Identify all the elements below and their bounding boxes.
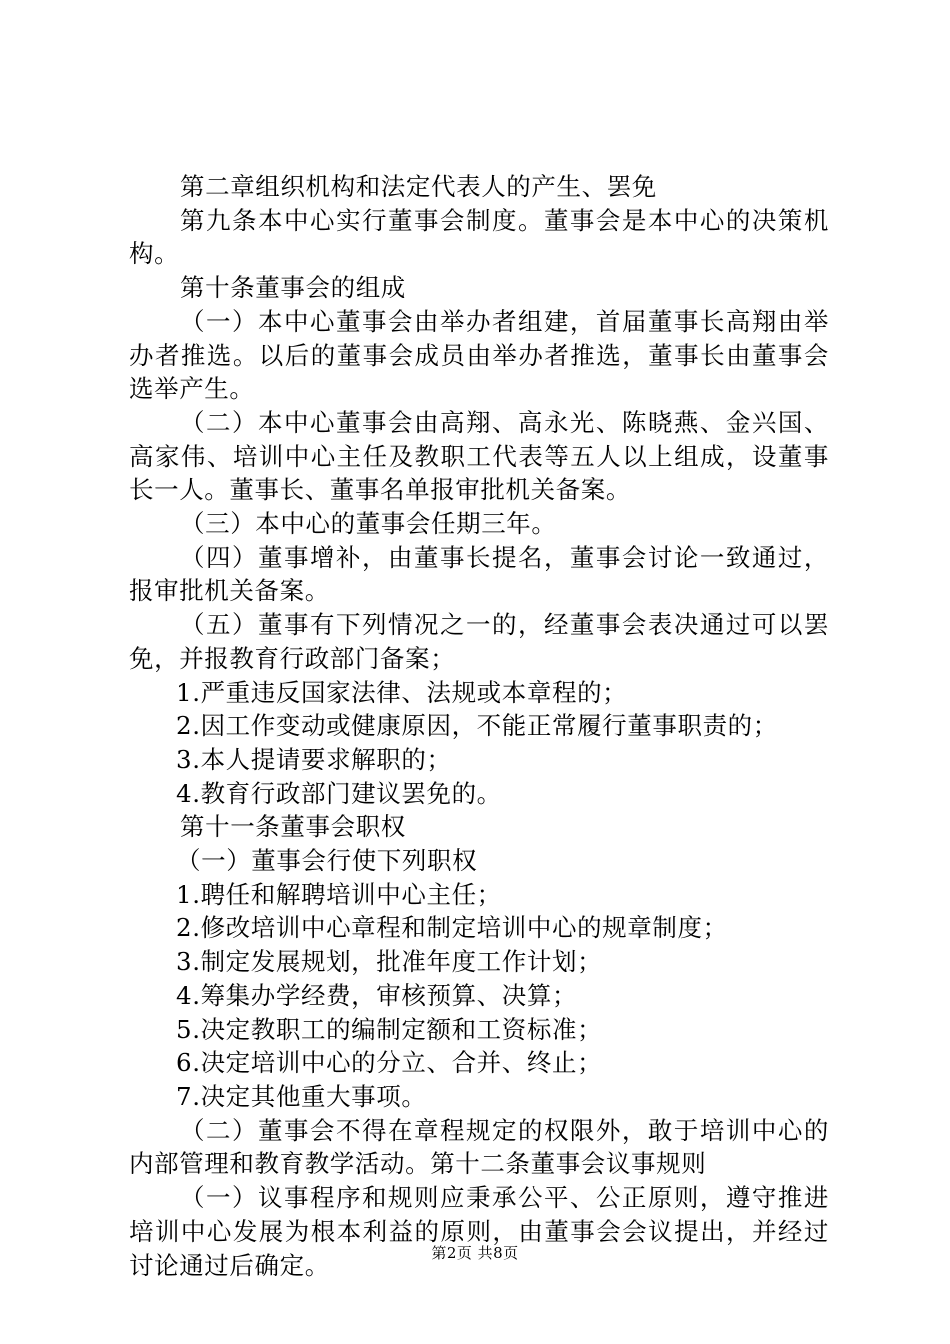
list-item: 2.因工作变动或健康原因，不能正常履行董事职责的； <box>176 711 778 741</box>
list-item: 7.决定其他重大事项。 <box>176 1081 427 1111</box>
article-heading: 第十一条董事会职权 <box>180 812 406 842</box>
article-heading: 第十条董事会的组成 <box>180 273 406 303</box>
document-body <box>129 170 829 1282</box>
list-item: 1.严重违反国家法律、法规或本章程的； <box>176 677 628 707</box>
clause-paragraph: （一）议事程序和规则应秉承公平、公正原则，遵守推进培训中心发展为根本利益的原则，由董事会会议提出，并经过讨论通过后确定。 <box>129 1183 829 1280</box>
list-item: 4.筹集办学经费，审核预算、决算； <box>176 980 578 1010</box>
list-item: 2.修改培训中心章程和制定培训中心的规章制度； <box>176 913 728 943</box>
list-item: 3.本人提请要求解职的； <box>176 744 452 774</box>
list-item: 4.教育行政部门建议罢免的。 <box>176 778 502 808</box>
list-item: 5.决定教职工的编制定额和工资标准； <box>176 1014 603 1044</box>
clause-paragraph: （二）董事会不得在章程规定的权限外，敢于培训中心的内部管理和教育教学活动。第十二条董事会议事规则 <box>129 1115 829 1179</box>
page-footer <box>0 1243 950 1263</box>
article-paragraph: 第九条本中心实行董事会制度。董事会是本中心的决策机构。 <box>129 205 829 269</box>
clause-paragraph: （一）董事会行使下列职权 <box>176 846 478 876</box>
clause-paragraph: （四）董事增补，由董事长提名，董事会讨论一致通过，报审批机关备案。 <box>129 542 829 606</box>
clause-paragraph: （一）本中心董事会由举办者组建，首届董事长高翔由举办者推选。以后的董事会成员由举办者推选，董事长由董事会选举产生。 <box>129 306 829 404</box>
list-item: 6.决定培训中心的分立、合并、终止； <box>176 1048 603 1078</box>
list-item: 1.聘任和解聘培训中心主任； <box>176 879 502 909</box>
clause-paragraph: （三）本中心的董事会任期三年。 <box>180 509 557 539</box>
chapter-heading: 第二章组织机构和法定代表人的产生、罢免 <box>180 172 657 201</box>
list-item: 3.制定发展规划，批准年度工作计划； <box>176 947 603 977</box>
clause-paragraph: （五）董事有下列情况之一的，经董事会表决通过可以罢免，并报教育行政部门备案； <box>129 610 829 673</box>
page-number: 第2页 共8页 <box>431 1244 519 1262</box>
clause-paragraph: （二）本中心董事会由高翔、高永光、陈晓燕、金兴国、高家伟、培训中心主任及教职工代表等五人以上组成，设董事长一人。董事长、董事名单报审批机关备案。 <box>129 407 829 505</box>
